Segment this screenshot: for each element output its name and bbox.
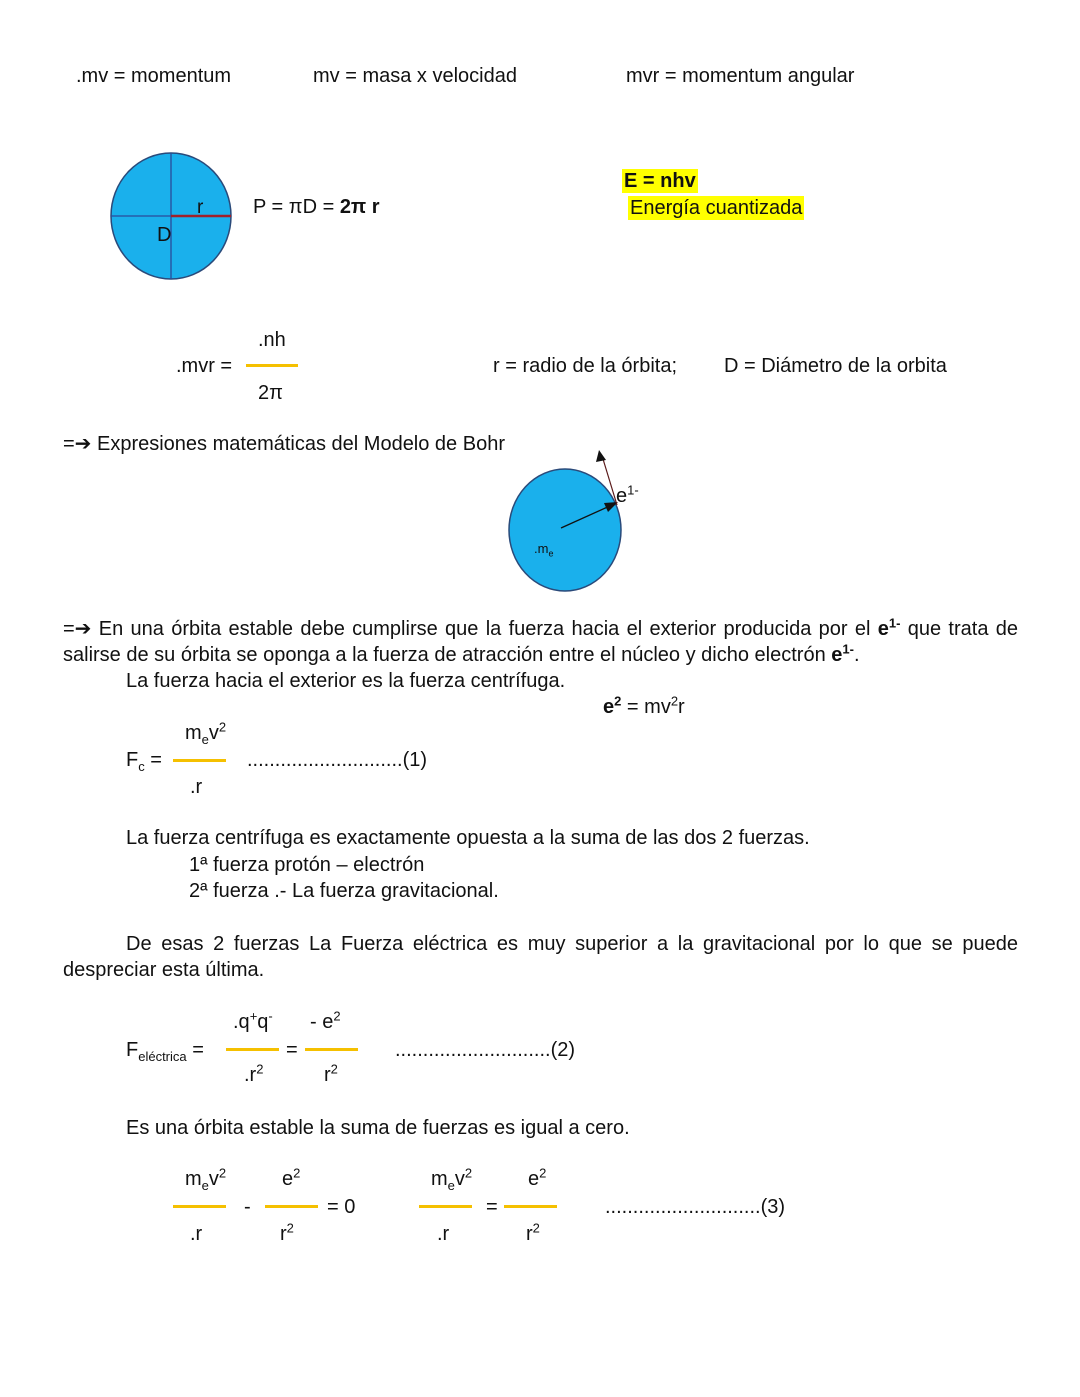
eq-part: m	[185, 1168, 202, 1190]
fe-numerator-2	[310, 1010, 341, 1034]
eq-part: 2	[330, 1061, 338, 1077]
eq-part: 2	[286, 1220, 294, 1236]
eq-part: 2	[614, 693, 622, 709]
fraction-bar	[173, 1205, 226, 1208]
eq-part: r	[280, 1223, 287, 1245]
perimeter-text: P = πD =	[253, 196, 340, 218]
electron-charge: 1-	[888, 615, 901, 631]
fc-numerator	[185, 721, 226, 745]
para-text: =➔ En una órbita estable debe cumplirse que la fuerza hacia el exterior producida por el	[63, 618, 878, 640]
electron-charge: 1-	[627, 482, 639, 498]
e2-equation	[603, 695, 685, 719]
eq-part: e	[603, 696, 615, 718]
momentum-def: .mv = momentum	[76, 65, 232, 87]
eq-part: v	[208, 1168, 219, 1190]
mass-label	[534, 537, 553, 561]
fc-lhs	[126, 748, 162, 772]
fe-lhs	[126, 1038, 204, 1062]
energy-label: Energía cuantizada	[630, 197, 803, 219]
eq3b-denominator-r2	[526, 1222, 540, 1246]
perimeter-bold: 2π r	[339, 196, 380, 218]
eq-part: - e	[310, 1011, 334, 1033]
circle-diagram-icon	[108, 150, 236, 284]
mvr-numerator: .nh	[258, 329, 286, 351]
eq-part: F	[126, 749, 139, 771]
fraction-bar	[265, 1205, 318, 1208]
eq-part: =	[144, 749, 162, 771]
fe-numerator-1	[233, 1010, 273, 1034]
eq-part: m	[185, 722, 202, 744]
eq-part: 2	[464, 1165, 473, 1181]
electron-label	[616, 484, 639, 508]
eq-part: e	[447, 1178, 455, 1193]
fe-denominator-1	[244, 1063, 263, 1087]
force-item-2: 2ª fuerza .- La fuerza gravitacional.	[189, 880, 499, 902]
eq-part: 2	[670, 693, 679, 709]
eq-part: 2	[293, 1165, 301, 1181]
electron-charge: 1-	[842, 641, 854, 657]
paragraph-forces: De esas 2 fuerzas La Fuerza eléctrica es muy superior a la gravitacional por lo que se puede despreciar esta última.	[63, 933, 1018, 981]
mvr-denominator: 2π	[258, 382, 283, 404]
equals-sign: =	[286, 1039, 298, 1061]
eq-part: r	[324, 1064, 331, 1086]
force-item-1: 1ª fuerza protón – electrón	[189, 854, 425, 876]
equals-zero: = 0	[327, 1196, 356, 1218]
fraction-bar	[173, 759, 226, 762]
mvr-lhs: .mvr =	[176, 355, 233, 377]
eq-part: m	[431, 1168, 448, 1190]
eq-part: c	[138, 759, 145, 774]
eq-part: 2	[333, 1008, 341, 1024]
eq-part: q	[257, 1011, 269, 1033]
equals-sign: =	[486, 1196, 498, 1218]
energy-equation: E = nhv	[624, 170, 696, 192]
eq-part: e	[201, 732, 209, 747]
fe-denominator-2	[324, 1063, 338, 1087]
eq-part: =	[186, 1039, 204, 1061]
eq-part: F	[126, 1039, 139, 1061]
mass-m: .m	[534, 541, 549, 556]
eq-part: r	[526, 1223, 533, 1245]
eq-part: r	[678, 696, 685, 718]
eq-part: 2	[218, 1165, 227, 1181]
eq3-numerator	[185, 1167, 226, 1191]
eq-part: e	[201, 1178, 209, 1193]
equation-number-1: ............................(1)	[247, 749, 428, 771]
eq-part: e	[282, 1168, 294, 1190]
mass-velocity-def: mv = masa x velocidad	[313, 65, 517, 87]
eq3-numerator-e	[282, 1167, 300, 1191]
eq-part: v	[208, 722, 219, 744]
diameter-label: D	[157, 224, 172, 246]
eq3-denominator: .r	[190, 1223, 203, 1245]
angular-momentum-def: mvr = momentum angular	[626, 65, 855, 87]
para-text: .	[853, 644, 860, 666]
eq-part: .q	[233, 1011, 250, 1033]
eq-part: +	[249, 1008, 258, 1024]
electron-e: e	[616, 485, 628, 507]
equation-number-2: ............................(2)	[395, 1039, 576, 1061]
fraction-bar	[504, 1205, 557, 1208]
radius-label: r	[197, 197, 204, 218]
radius-def: r = radio de la órbita;	[493, 355, 677, 377]
fraction-bar	[226, 1048, 279, 1051]
eq-part: 2	[539, 1165, 547, 1181]
centrifugal-text: La fuerza hacia el exterior es la fuerza centrífuga.	[126, 670, 566, 692]
eq-part: eléctrica	[138, 1049, 187, 1064]
eq3b-numerator	[431, 1167, 472, 1191]
eq-part: .r	[244, 1064, 257, 1086]
electron-orbit-icon	[500, 445, 640, 595]
fraction-bar	[419, 1205, 472, 1208]
mass-sub: e	[548, 548, 554, 559]
eq-part: v	[454, 1168, 465, 1190]
section-heading: =➔ Expresiones matemáticas del Modelo de Bohr	[63, 433, 505, 455]
forces-intro: La fuerza centrífuga es exactamente opuesta a la suma de las dos 2 fuerzas.	[126, 827, 810, 849]
eq-part: = mv	[621, 696, 671, 718]
electron-symbol: e	[831, 644, 843, 666]
eq-part: e	[528, 1168, 540, 1190]
eq-part: 2	[532, 1220, 540, 1236]
eq3-denominator-r2	[280, 1222, 294, 1246]
eq3b-numerator-e	[528, 1167, 546, 1191]
diameter-def: D = Diámetro de la orbita	[724, 355, 947, 377]
perimeter-formula	[253, 195, 380, 219]
eq-part: -	[268, 1008, 273, 1024]
eq-part: 2	[256, 1061, 264, 1077]
fraction-bar	[305, 1048, 358, 1051]
eq3b-denominator: .r	[437, 1223, 450, 1245]
equation-number-3: ............................(3)	[605, 1196, 786, 1218]
paragraph-stable-orbit	[63, 616, 1018, 668]
electron-symbol: e	[877, 618, 889, 640]
fc-denominator: .r	[190, 776, 203, 798]
minus-sign: -	[244, 1196, 251, 1218]
para-text: que trata de salirse de su órbita se oponga a la fuerza de atracción entre el núcleo y dicho electrón	[63, 618, 1019, 666]
stable-orbit-text: Es una órbita estable la suma de fuerzas es igual a cero.	[126, 1117, 630, 1139]
eq-part: 2	[218, 719, 227, 735]
fraction-bar	[246, 364, 298, 367]
